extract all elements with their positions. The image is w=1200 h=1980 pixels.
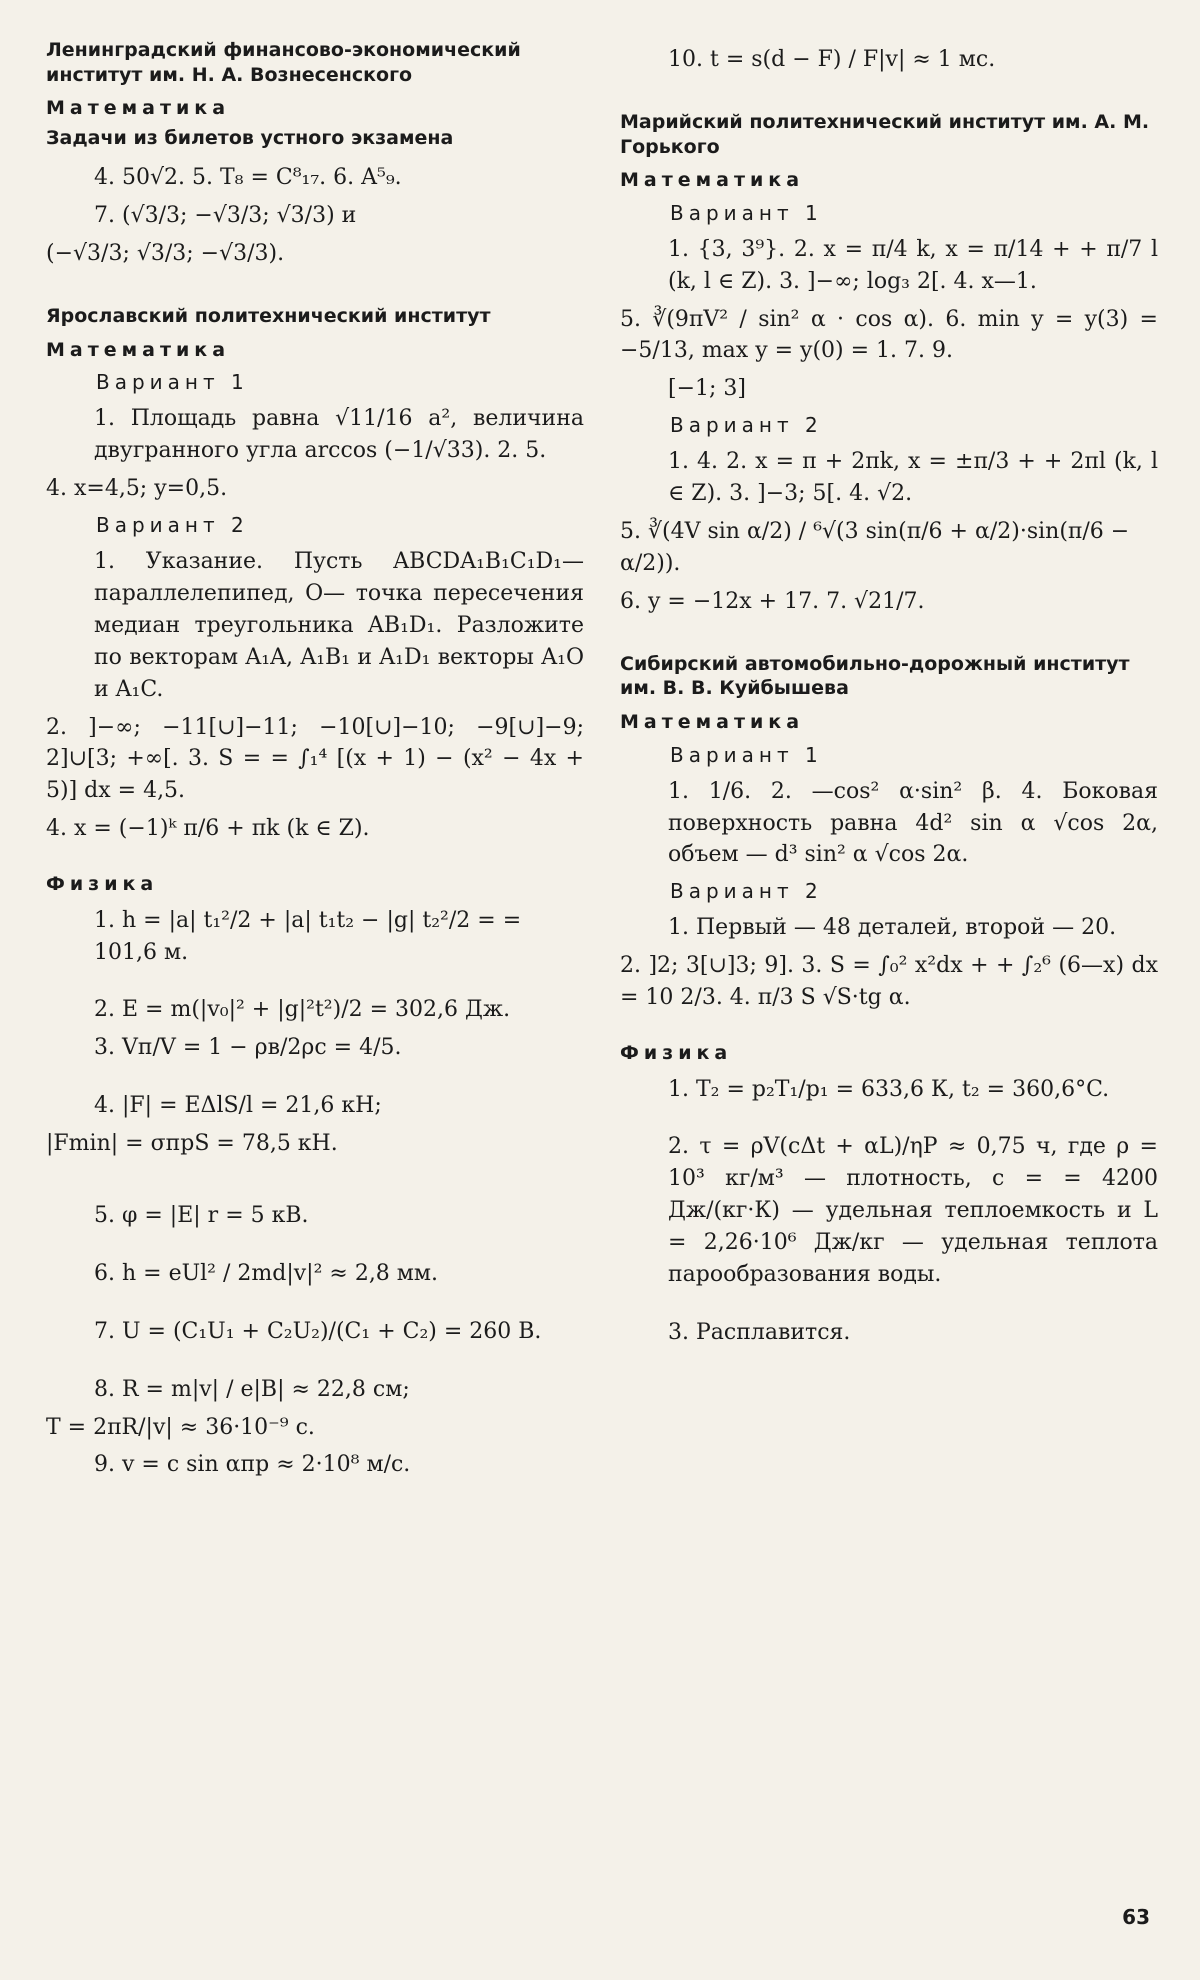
answer-line: 1. 4. 2. x = π + 2πk, x = ±π/3 + + 2πl (k, l ∈ Z). 3. ]−3; 5[. 4. √2. xyxy=(668,449,1158,507)
answer-line: 10. t = s(d − F) / F|v| ≈ 1 мс. xyxy=(668,47,996,72)
answer-line: 3. Vп/V = 1 − ρв/2ρс = 4/5. xyxy=(94,1035,402,1061)
left-column xyxy=(46,38,584,1487)
answer-line: 5. ∛(9πV² / sin² α · cos α). 6. min y = y(3) = −5/13, max y = y(0) = 1. 7. 9. xyxy=(620,306,1158,364)
variant-label: Вариант 2 xyxy=(96,513,249,538)
answer-line: 6. y = −12x + 17. 7. √21/7. xyxy=(620,588,925,614)
answer-line: T = 2πR/|v| ≈ 36·10⁻⁹ с. xyxy=(46,1414,315,1440)
answer-line: |Fmin| = σпрS = 78,5 кН. xyxy=(46,1131,338,1157)
answer-line: 1. Площадь равна √11/16 a², величина двугранного угла arccos (−1/√33). 2. 5. xyxy=(94,406,584,464)
answer-line: 4. |F| = EΔlS/l = 21,6 кН; xyxy=(94,1093,382,1119)
answer-line: 1. h = |a| t₁²/2 + |a| t₁t₂ − |g| t₂²/2 = = 101,6 м. xyxy=(94,907,522,965)
answer-line: 4. 50√2. 5. T₈ = C⁸₁₇. 6. A⁵₉. xyxy=(94,165,402,191)
subject-physics: Физика xyxy=(46,873,159,896)
answer-line: 5. φ = |E| r = 5 кВ. xyxy=(94,1202,309,1228)
variant-label: Вариант 1 xyxy=(670,200,823,225)
answer-line: 1. 1/6. 2. —cos² α·sin² β. 4. Боковая поверхность равна 4d² sin α √cos 2α, объем — d³ sin² α √cos 2α. xyxy=(668,778,1158,868)
right-column xyxy=(620,38,1158,1355)
interval-note: [−1; 3] xyxy=(668,376,746,402)
answer-line: 2. τ = ρV(cΔt + αL)/ηP ≈ 0,75 ч, где ρ = 10³ кг/м³ — плотность, c = = 4200 Дж/(кг·К) — удельная теплоемкость и L = 2,26·10⁶ Дж/кг — удельная теплота парообразования воды. xyxy=(668,1134,1158,1287)
page-number: 63 xyxy=(1122,1905,1150,1929)
answer-line: 1. {3, 3⁹}. 2. x = π/4 k, x = π/14 + + π/7 l (k, l ∈ Z). 3. ]−∞; log₃ 2[. 4. x—1. xyxy=(668,236,1158,294)
subject-math: Математика xyxy=(620,169,805,192)
answer-line: 3. Расплавится. xyxy=(668,1319,851,1345)
answer-line: 1. T₂ = p₂T₁/p₁ = 633,6 К, t₂ = 360,6°C. xyxy=(668,1076,1110,1102)
answer-line: 1. Первый — 48 деталей, второй — 20. xyxy=(668,915,1117,941)
subtitle-oral-exam: Задачи из билетов устного экзамена xyxy=(46,126,454,149)
answer-line: 9. v = c sin αпр ≈ 2·10⁸ м/с. xyxy=(94,1452,411,1478)
answer-line: 5. ∛(4V sin α/2) / ⁶√(3 sin(π/6 + α/2)·sin(π/6 − α/2)). xyxy=(620,519,1130,576)
variant-label: Вариант 1 xyxy=(670,742,823,767)
answer-line: 2. E = m(|v₀|² + |g|²t²)/2 = 302,6 Дж. xyxy=(94,997,511,1023)
answer-line: 7. U = (C₁U₁ + C₂U₂)/(C₁ + C₂) = 260 В. xyxy=(94,1318,542,1344)
section-heading-mari: Марийский политехнический институт им. А. М. Горького xyxy=(620,110,1150,158)
section-heading-siberian: Сибирский автомобильно-дорожный институт им. В. В. Куйбышева xyxy=(620,652,1130,700)
answer-line: 1. Указание. Пусть ABCDA₁B₁C₁D₁— параллелепипед, O— точка пересечения медиан треугольника AB₁D₁. Разложите по векторам A₁A, A₁B₁ и A₁D₁ векторы A₁O и A₁C. xyxy=(94,549,584,702)
subject-math: Математика xyxy=(46,97,231,120)
answer-line: 2. ]−∞; −11[∪]−11; −10[∪]−10; −9[∪]−9; 2]∪[3; +∞[. 3. S = = ∫₁⁴ [(x + 1) − (x² − 4x + 5)] dx = 4,5. xyxy=(46,714,584,804)
answer-line: 6. h = eUl² / 2md|v|² ≈ 2,8 мм. xyxy=(94,1260,439,1286)
subject-math: Математика xyxy=(620,711,805,734)
variant-label: Вариант 1 xyxy=(96,370,249,395)
subject-physics: Физика xyxy=(620,1041,733,1064)
variant-label: Вариант 2 xyxy=(670,413,823,438)
section-heading-yaroslavl: Ярославский политехнический институт xyxy=(46,305,491,328)
section-heading-leningrad: Ленинградский финансово-экономический институт им. Н. А. Вознесенского xyxy=(46,39,521,86)
answer-line: (−√3/3; √3/3; −√3/3). xyxy=(46,241,285,267)
answer-line: 8. R = m|v| / e|B| ≈ 22,8 см; xyxy=(94,1376,410,1402)
answer-line: 7. (√3/3; −√3/3; √3/3) и xyxy=(94,203,357,229)
subject-math: Математика xyxy=(46,338,231,361)
answer-line: 4. x = (−1)ᵏ π/6 + πk (k ∈ Z). xyxy=(46,816,370,842)
variant-label: Вариант 2 xyxy=(670,879,823,904)
answer-line: 2. ]2; 3[∪]3; 9]. 3. S = ∫₀² x²dx + + ∫₂⁶ (6—x) dx = 10 2/3. 4. π/3 S √S·tg α. xyxy=(620,953,1158,1011)
answer-line: 4. x=4,5; y=0,5. xyxy=(46,476,228,502)
